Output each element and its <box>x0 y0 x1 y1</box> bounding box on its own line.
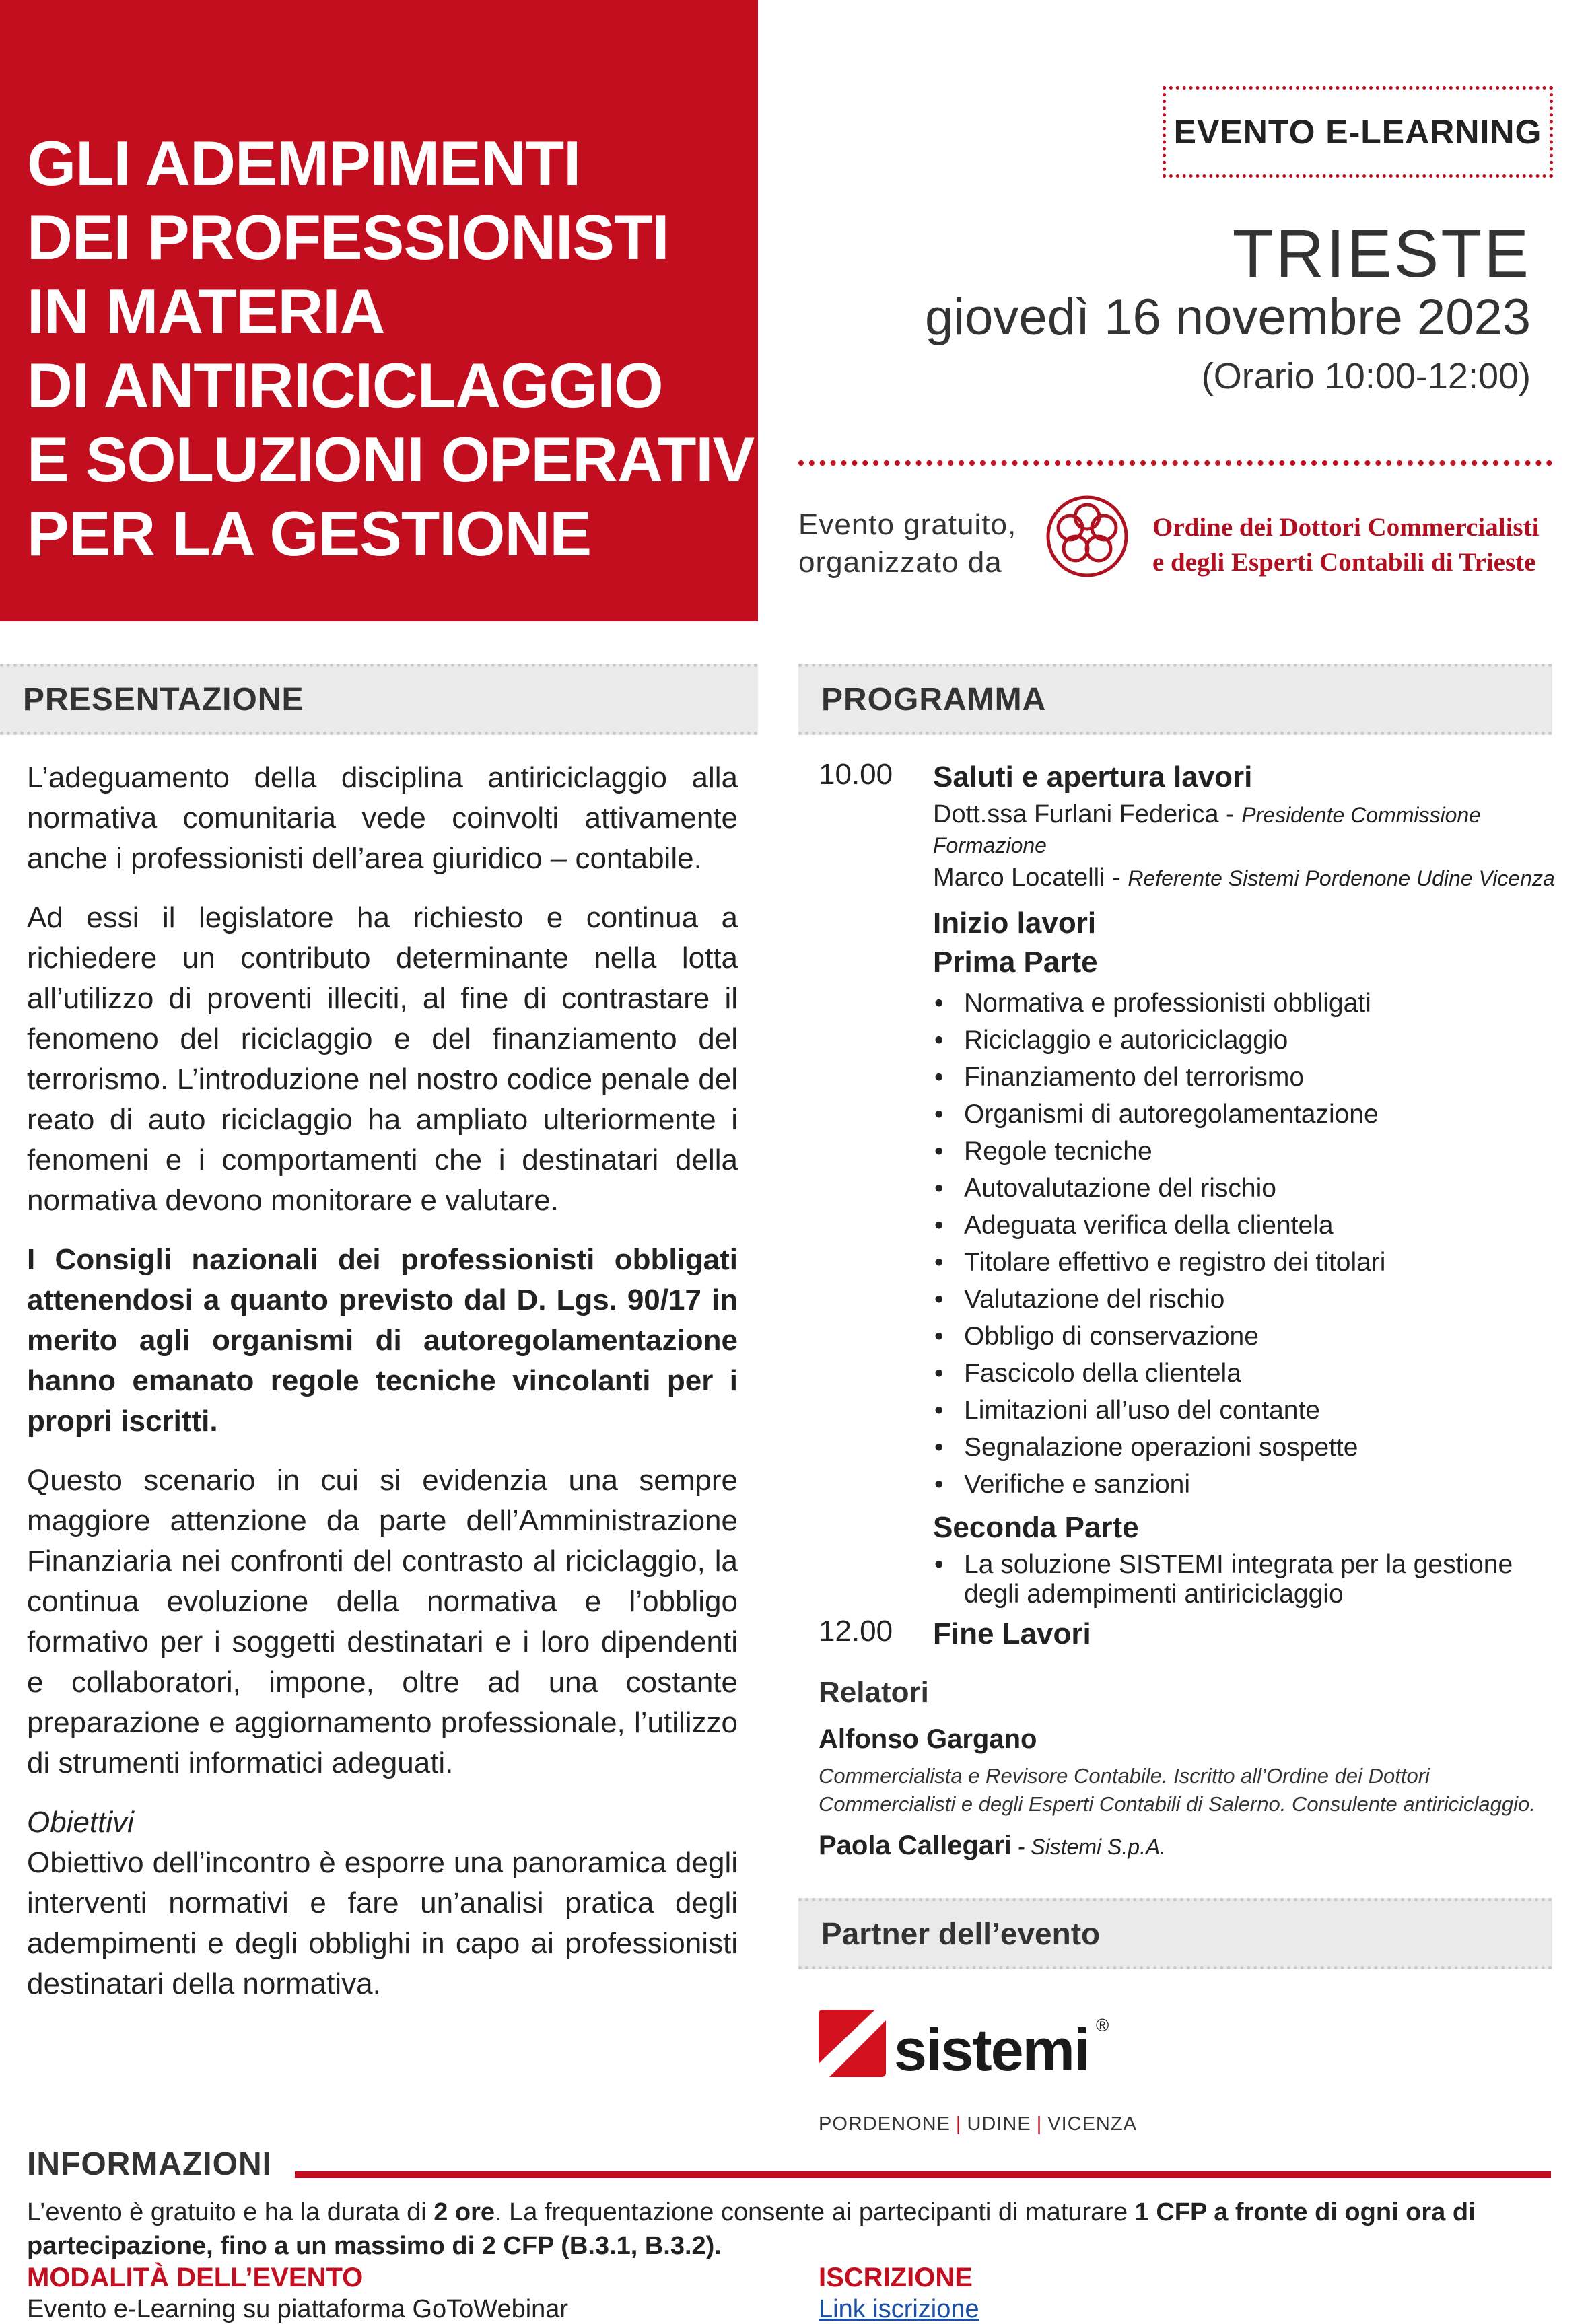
paragraph: Obiettivo dell’incontro è esporre una panoramica degli interventi normativi e fare un’analisi pratica degli adempimenti e degli obblighi in capo ai professionisti destinatari della normativa. <box>27 1846 738 2000</box>
info-credits: 1 CFP a fronte di ogni ora di partecipazione, fino a un massimo di 2 CFP (B.3.1, B.3.2). <box>27 2198 1476 2260</box>
dotted-divider <box>798 460 1552 466</box>
sistemi-logo-text: sistemi <box>894 2016 1089 2083</box>
event-mode-heading: MODALITÀ DELL’EVENTO <box>27 2263 364 2292</box>
speaker-role: Referente Sistemi Pordenone Udine Vicenza <box>1128 866 1555 890</box>
program-row <box>819 1615 1559 1654</box>
event-city: TRIESTE <box>1232 216 1531 291</box>
speaker-name: Marco Locatelli - <box>933 864 1128 892</box>
list-item: • Obbligo di conservazione <box>933 1318 1559 1355</box>
title-line: DI ANTIRICICLAGGIO <box>27 350 663 421</box>
program-item-title: Inizio lavori <box>933 907 1097 940</box>
speaker <box>933 800 1559 860</box>
speaker-name: Dott.ssa Furlani Federica - <box>933 800 1242 829</box>
title-line: GLI ADEMPIMENTI <box>27 128 581 199</box>
list-item: • Riciclaggio e autoriciclaggio <box>933 1022 1559 1059</box>
sistemi-logo <box>819 2007 1121 2094</box>
speaker-name: Alfonso Gargano <box>819 1724 1037 1754</box>
speaker <box>933 863 1559 893</box>
info-text <box>27 2195 1548 2263</box>
organized-line: Evento gratuito, <box>798 508 1017 541</box>
info-fragment: . La frequentazione consente ai partecipanti di maturare <box>495 2198 1135 2226</box>
program-row <box>819 758 1559 1609</box>
info-divider <box>295 2171 1551 2178</box>
program-time: 12.00 <box>819 1615 893 1648</box>
speaker-role: Presidente Commissione Formazione <box>933 803 1481 857</box>
registered-mark: ® <box>1096 2015 1109 2035</box>
speakers-heading: Relatori <box>819 1676 929 1709</box>
title-line: IN MATERIA <box>27 276 385 347</box>
speaker-bio: Commercialista e Revisore Contabile. Iscritto all’Ordine dei Dottori Commercialisti e degli Esperti Contabili di Salerno. Consulente antiriciclaggio. <box>819 1764 1535 1816</box>
order-logo-icon <box>1043 493 1131 580</box>
event-type-badge: EVENTO E-LEARNING <box>1163 86 1553 178</box>
program-item-title: Saluti e apertura lavori <box>933 761 1253 794</box>
list-item: • Regole tecniche <box>933 1133 1559 1170</box>
program-time: 10.00 <box>819 758 893 791</box>
speaker-separator: - <box>1011 1835 1031 1859</box>
organizer-name <box>1152 510 1539 580</box>
topic-list <box>933 985 1559 1503</box>
event-title <box>27 127 796 571</box>
organized-line: organizzato da <box>798 546 1002 579</box>
objectives-heading: Obiettivi <box>27 1806 134 1839</box>
hero-banner <box>0 0 796 621</box>
info-fragment: L’evento è gratuito e ha la durata di <box>27 2198 434 2226</box>
registration-heading: ISCRIZIONE <box>819 2263 973 2292</box>
partner-city: VICENZA <box>1047 2113 1137 2135</box>
program-item-title: Fine Lavori <box>933 1617 1091 1650</box>
partner-cities <box>819 2113 1137 2136</box>
list-item: • Normativa e professionisti obbligati <box>933 985 1559 1022</box>
organizer-name-line: Ordine dei Dottori Commercialisti <box>1152 513 1540 542</box>
organized-by-text <box>798 506 1016 582</box>
list-item: • Titolare effettivo e registro dei titolari <box>933 1244 1559 1281</box>
paragraph-bold: I Consigli nazionali dei professionisti obbligati attenendosi a quanto previsto dal D. Lgs. 90/17 in merito agli organismi di autoregolamentazione hanno emanato regole tecniche vincolanti per i propri iscritti. <box>27 1243 738 1438</box>
paragraph: L’adeguamento della disciplina antiriciclaggio alla normativa comunitaria vede coinvolti attivamente anche i professionisti dell’area giuridico – contabile. <box>27 761 738 875</box>
list-item: • Segnalazione operazioni sospette <box>933 1429 1559 1466</box>
list-item: • Autovalutazione del rischio <box>933 1170 1559 1207</box>
speaker <box>819 1831 1166 1861</box>
speaker-company: Sistemi S.p.A. <box>1031 1835 1167 1859</box>
list-item: • Finanziamento del terrorismo <box>933 1059 1559 1096</box>
event-time: (Orario 10:00-12:00) <box>1201 356 1531 396</box>
city-separator: | <box>1036 2113 1043 2135</box>
section-header-programma: PROGRAMMA <box>798 664 1552 735</box>
list-item: • La soluzione SISTEMI integrata per la gestione degli adempimenti antiriciclaggio <box>933 1550 1559 1609</box>
program-part-title: Prima Parte <box>933 946 1098 979</box>
registration-link[interactable]: Link iscrizione <box>819 2295 979 2323</box>
list-item: • Fascicolo della clientela <box>933 1355 1559 1392</box>
city-separator: | <box>955 2113 962 2135</box>
partner-city: PORDENONE <box>819 2113 950 2135</box>
section-header-presentazione: PRESENTAZIONE <box>0 664 758 735</box>
topic-list <box>933 1550 1559 1609</box>
section-header-partner: Partner dell’evento <box>798 1898 1552 1969</box>
speaker-name: Paola Callegari <box>819 1831 1012 1860</box>
info-duration: 2 ore <box>434 2198 495 2226</box>
event-date: giovedì 16 novembre 2023 <box>925 289 1531 346</box>
paragraph: Questo scenario in cui si evidenzia una sempre maggiore attenzione da parte dell’Amministrazione Finanziaria nei confronti del contrasto al riciclaggio, la continua evoluzione della normativa e l’obbligo formativo per i soggetti destinatari e i loro dipendenti e collaboratori, impone, oltre ad una costante preparazione e aggiornamento professionale, l’utilizzo di strumenti informatici adeguati. <box>27 1464 738 1780</box>
presentation-text <box>27 758 738 2023</box>
paragraph: Ad essi il legislatore ha richiesto e continua a richiedere un contributo determinante nella lotta all’utilizzo di proventi illeciti, al fine di contrastare il fenomeno del riciclaggio e del finanziamento del terrorismo. L’introduzione nel nostro codice penale del reato di auto riciclaggio ha ampliato ulteriormente i fenomeni e i comportamenti che i destinatari della normativa devono monitorare e valutare. <box>27 901 738 1217</box>
info-heading: INFORMAZIONI <box>27 2146 272 2182</box>
partner-city: UDINE <box>967 2113 1031 2135</box>
list-item: • Valutazione del rischio <box>933 1281 1559 1318</box>
organizer-name-line: e degli Esperti Contabili di Trieste <box>1152 548 1536 577</box>
title-line: E SOLUZIONI OPERATIVE <box>27 424 796 495</box>
list-item: • Verifiche e sanzioni <box>933 1466 1559 1503</box>
event-mode-text: Evento e-Learning su piattaforma GoToWebinar <box>27 2295 569 2323</box>
program-part-title: Seconda Parte <box>933 1511 1139 1544</box>
title-line: DEI PROFESSIONISTI <box>27 202 669 273</box>
list-item: • Adeguata verifica della clientela <box>933 1207 1559 1244</box>
list-item: • Organismi di autoregolamentazione <box>933 1096 1559 1133</box>
title-line: PER LA GESTIONE <box>27 498 592 569</box>
program-list <box>819 758 1559 1654</box>
list-item: • Limitazioni all’uso del contante <box>933 1392 1559 1429</box>
